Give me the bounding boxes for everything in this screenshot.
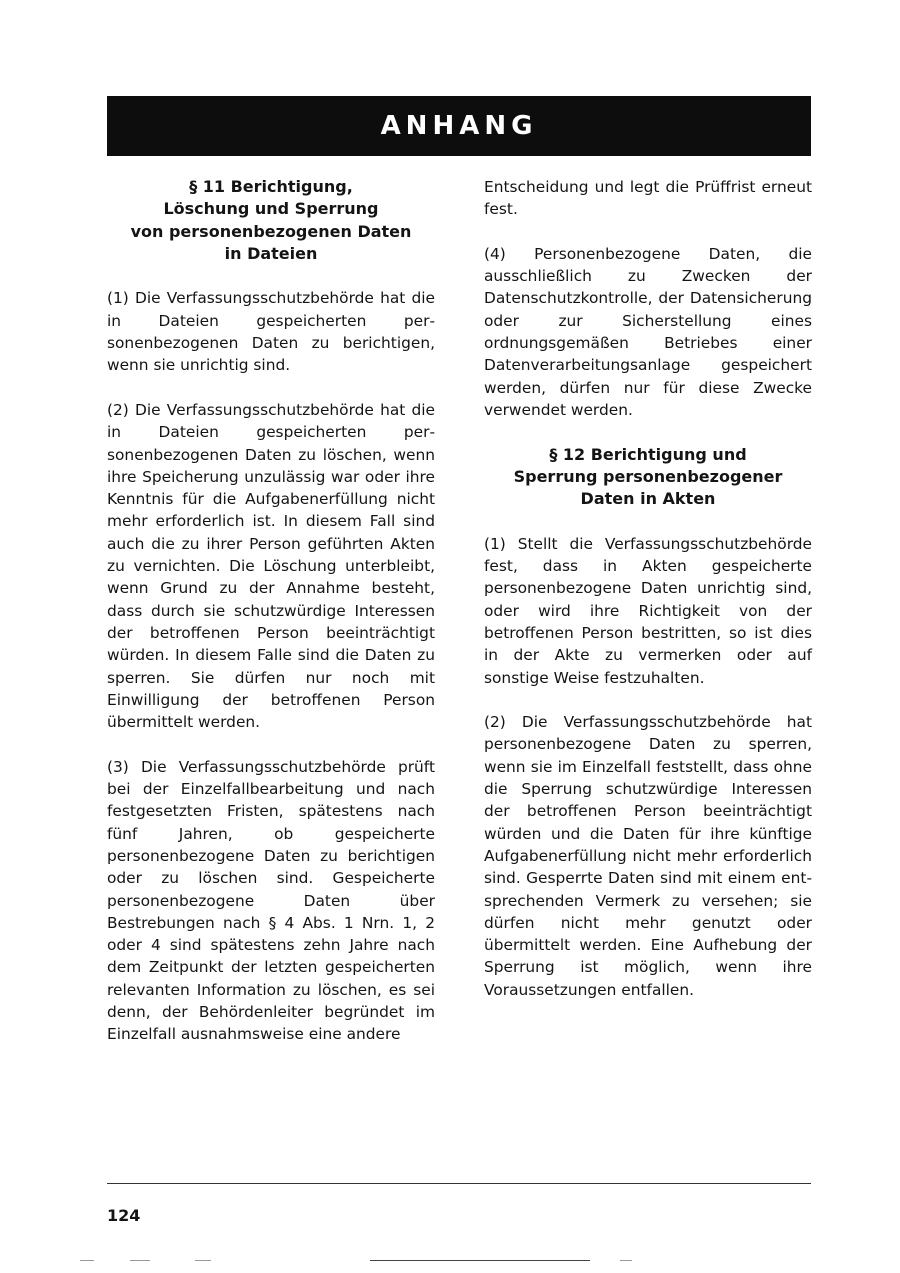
- heading-line: Daten in Akten: [580, 489, 716, 509]
- heading-line: Löschung und Sperrung: [163, 199, 379, 219]
- heading-line: § 11 Berichtigung,: [189, 177, 353, 196]
- paragraph-11-2: (2) Die Verfassungsschutzbehörde hat die in Dateien gespeicherten personenbezogenen Daten zu löschen, wenn ihre Speicherung unzulässig war oder ihre Kenntnis für die Aufgabenerfüllung nicht mehr erforderlich ist. In diesem Fall sind auch die zu ihrer Person geführten Akten zu vernichten. Die Löschung unterbleibt, wenn Grund zu der Annahme besteht, dass durch sie schutzwürdige Interessen der betroffenen Person beeinträchtigt würden. In diesem Falle sind die Daten zu sperren. Sie dürfen nur noch mit Einwilligung der betroffenen Person übermittelt werden.: [107, 400, 435, 732]
- banner-title: ANHANG: [380, 111, 538, 141]
- paragraph-11-4: (4) Personenbezogene Daten, die ausschließlich zu Zwecken der Datenschutzkontrolle, der Datensicherung oder zur Sicherstellung eines ordnungsgemäßen Betriebes einer Datenverarbeitungsanlage gespeichert werden, dürfen nur für diese Zwecke verwendet werden.: [484, 244, 812, 419]
- section-11-heading: [107, 176, 435, 265]
- section-banner: [107, 96, 811, 156]
- paragraph-12-2: (2) Die Verfassungsschutzbehörde hat personenbezogene Daten zu sperren, wenn sie im Einzelfall feststellt, dass ohne die Sperrung schutzwürdige Interessen der betroffenen Person beeinträchtigt würden und die Daten für ihre künftige Aufgabenerfüllung nicht mehr erforderlich sind. Gesperrte Daten sind mit einem entsprechenden Vermerk zu versehen; sie dürfen nicht mehr genutzt oder übermittelt werden. Eine Aufhebung der Sperrung ist möglich, wenn ihre Voraussetzungen entfallen.: [484, 713, 812, 999]
- footer-rule: [107, 1183, 811, 1184]
- heading-line: in Dateien: [224, 243, 318, 263]
- section-12-heading: [484, 444, 812, 511]
- paragraph-11-1: (1) Die Verfassungsschutzbehörde hat die in Dateien gespeicherten personenbezogenen Daten zu berichtigen, wenn sie unrichtig sind.: [107, 289, 435, 375]
- heading-line: § 12 Berichtigung und: [549, 444, 747, 464]
- right-column: [484, 176, 812, 1001]
- paragraph-12-1: (1) Stellt die Verfassungsschutzbehörde fest, dass in Akten gespeicherte personenbezogene Daten unrichtig sind, oder wird ihre Richtigkeit von der betroffenen Person bestritten, so ist dies in der Akte zu vermerken oder auf sonstige Weise festzuhalten.: [484, 534, 812, 687]
- heading-line: von personenbezogenen Daten: [130, 221, 412, 241]
- left-column: [107, 176, 435, 1046]
- paragraph-11-3: (3) Die Verfassungsschutzbehörde prüft bei der Einzelfallbearbeitung und nach festgesetzten Fristen, spätestens nach fünf Jahren, ob gespeicherte personenbezogene Daten zu berichtigen oder zu löschen sind. Gespeicherte personenbezogene Daten über Bestrebungen nach § 4 Abs. 1 Nrn. 1, 2 oder 4 sind spätestens zehn Jahre nach dem Zeitpunkt der letzten gespeicherten relevanten Information zu löschen, es sei denn, der Behördenleiter begründet im Einzelfall ausnahmsweise eine andere: [107, 757, 435, 1044]
- paragraph-11-3-continued: Entscheidung und legt die Prüffrist erneut fest.: [484, 178, 812, 219]
- page-number: 124: [107, 1206, 141, 1225]
- heading-line: Sperrung personenbezogener: [513, 466, 783, 486]
